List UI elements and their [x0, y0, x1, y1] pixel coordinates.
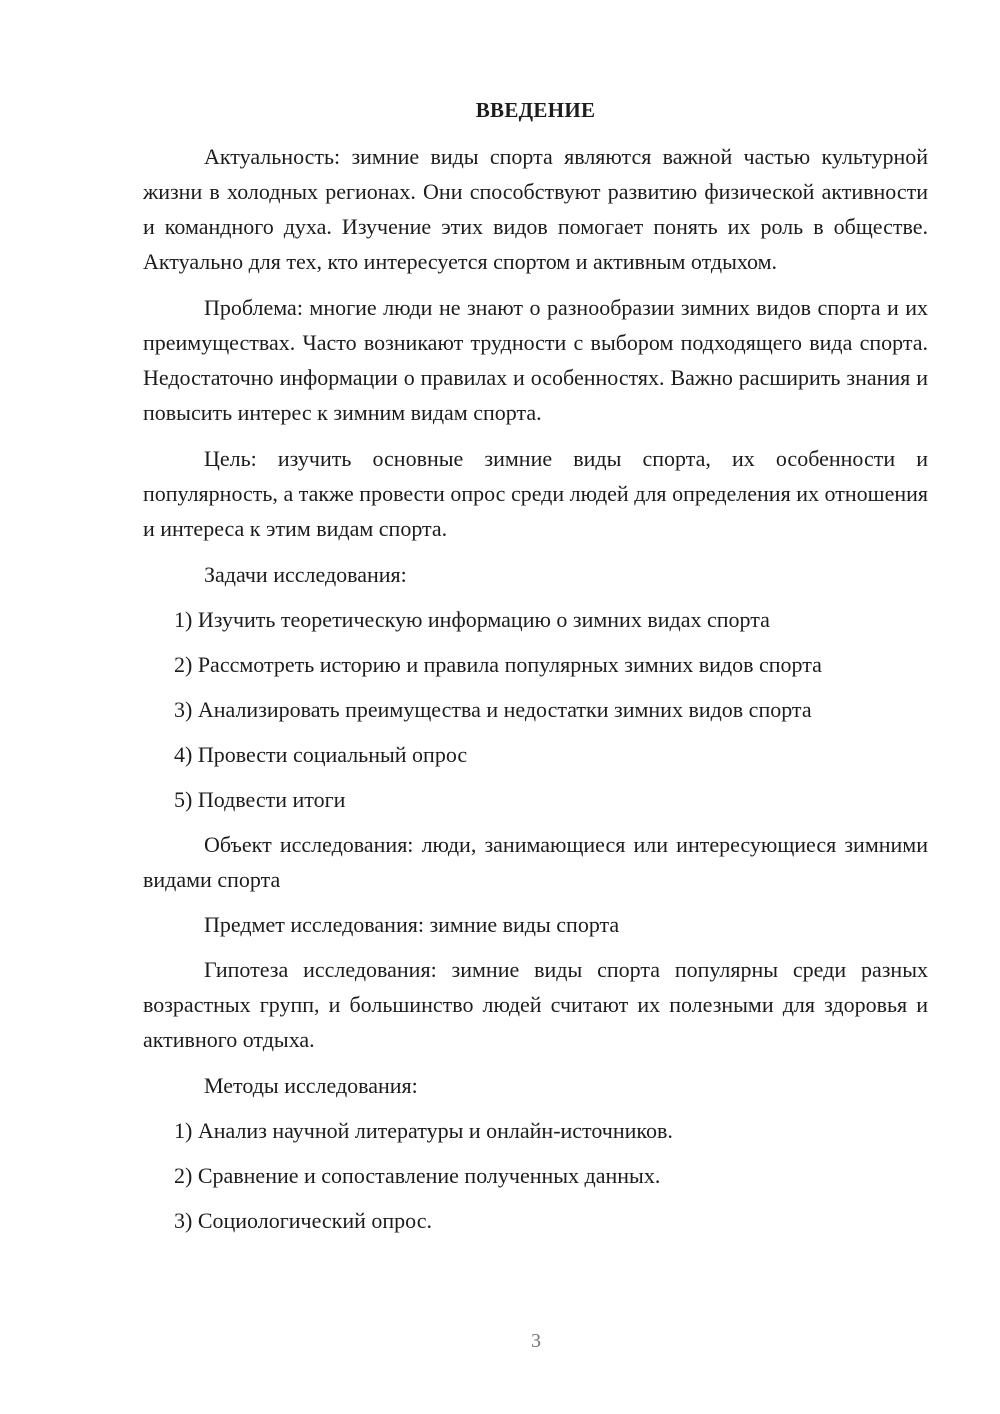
task-item: 5) Подвести итоги: [174, 787, 346, 812]
methods-heading: Методы исследования:: [204, 1073, 418, 1098]
document-page: [143, 93, 928, 1238]
task-item: 1) Изучить теоретическую информацию о зимних видах спорта: [174, 607, 770, 632]
section-title: ВВЕДЕНИЕ: [475, 98, 596, 122]
tasks-heading: Задачи исследования:: [204, 562, 407, 587]
task-item: 4) Провести социальный опрос: [174, 742, 468, 767]
relevance-paragraph: Актуальность: зимние виды спорта являются важной частью культурной жизни в холодных регионах. Они способствуют развитию физической активности и командного духа. Изучение этих видов помогает понять их роль в обществе. Актуально для тех, кто интересуется спортом и активным отдыхом.: [143, 144, 928, 274]
method-item: 1) Анализ научной литературы и онлайн-источников.: [174, 1118, 673, 1143]
method-item: 3) Социологический опрос.: [174, 1208, 432, 1233]
task-item: 3) Анализировать преимущества и недостатки зимних видов спорта: [174, 697, 812, 722]
hypothesis-paragraph: Гипотеза исследования: зимние виды спорта популярны среди разных возрастных групп, и большинство людей считают их полезными для здоровья и активного отдыха.: [143, 957, 928, 1052]
page-number: 3: [531, 1330, 541, 1352]
task-item: 2) Рассмотреть историю и правила популярных зимних видов спорта: [174, 652, 822, 677]
method-item: 2) Сравнение и сопоставление полученных данных.: [174, 1163, 661, 1188]
goal-paragraph: Цель: изучить основные зимние виды спорта, их особенности и популярность, а также провести опрос среди людей для определения их отношения и интереса к этим видам спорта.: [143, 446, 928, 541]
object-paragraph: Объект исследования: люди, занимающиеся или интересующиеся зимними видами спорта: [143, 832, 928, 892]
subject-paragraph: Предмет исследования: зимние виды спорта: [204, 912, 620, 937]
problem-paragraph: Проблема: многие люди не знают о разнообразии зимних видов спорта и их преимуществах. Часто возникают трудности с выбором подходящего вида спорта. Недостаточно информации о правилах и особенностях. Важно расширить знания и повысить интерес к зимним видам спорта.: [143, 295, 928, 425]
